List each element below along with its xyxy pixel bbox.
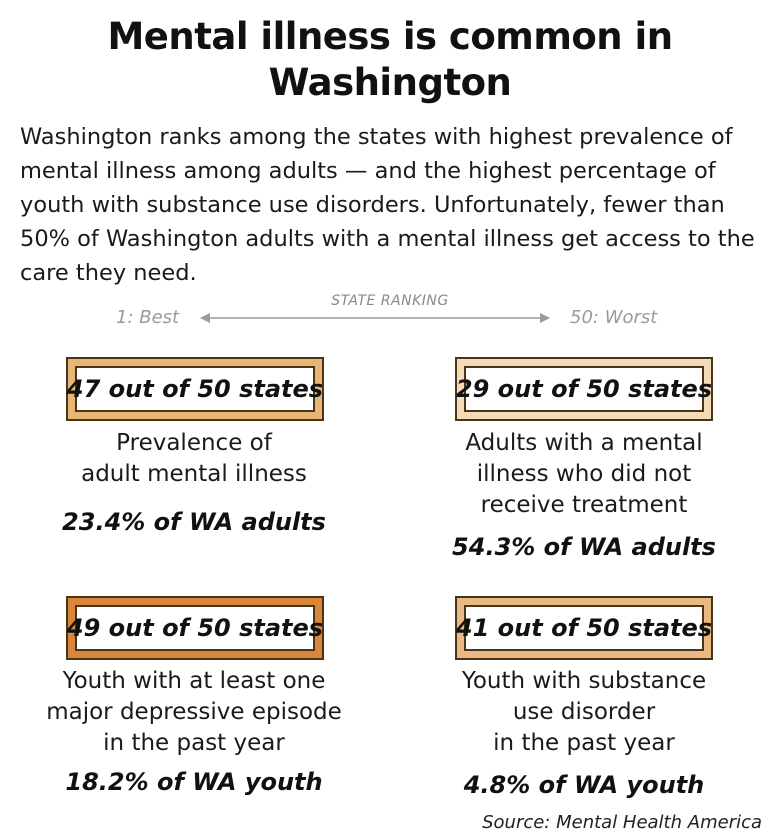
intro-paragraph: Washington ranks among the states with highest prevalence of mental illness among adults — and the highest percentage of youth with substance use disorders. Unfortunately, fewer than 50% of Washington adults with a mental illness get access to the care they need. — [20, 124, 755, 286]
rank-badge-youth-depression — [66, 596, 324, 660]
label-line: major depressive episode — [46, 699, 342, 725]
item-label-youth-depression — [24, 666, 364, 759]
rank-text: 47 out of 50 states — [75, 366, 315, 412]
item-label-youth-substance-use — [414, 666, 754, 759]
label-line: in the past year — [103, 730, 285, 756]
label-line: Youth with substance — [461, 668, 707, 694]
label-line: illness who did not — [476, 461, 692, 487]
label-line: Adults with a mental — [465, 430, 703, 456]
rank-badge-untreated-adults — [455, 357, 713, 421]
item-stat-youth-substance-use: 4.8% of WA youth — [463, 771, 705, 799]
rank-text: 49 out of 50 states — [75, 605, 315, 651]
label-line: use disorder — [512, 699, 656, 725]
label-line: Prevalence of — [116, 430, 272, 456]
rank-badge-adult-mental-illness — [66, 357, 324, 421]
item-stat-youth-depression: 18.2% of WA youth — [65, 768, 323, 796]
scale-caption: STATE RANKING — [331, 293, 449, 309]
label-line: adult mental illness — [81, 461, 307, 487]
scale-worst-label: 50: Worst — [570, 307, 658, 328]
item-stat-untreated-adults: 54.3% of WA adults — [452, 533, 716, 561]
label-line: in the past year — [493, 730, 675, 756]
label-line: Youth with at least one — [62, 668, 326, 694]
scale-best-label: 1: Best — [116, 307, 180, 328]
rank-text: 41 out of 50 states — [464, 605, 704, 651]
item-stat-adult-mental-illness: 23.4% of WA adults — [62, 508, 326, 536]
item-label-untreated-adults — [414, 428, 754, 521]
scale-double-arrow-icon — [200, 310, 550, 326]
rank-badge-youth-substance-use — [455, 596, 713, 660]
label-line: receive treatment — [480, 492, 688, 518]
chart-title: Mental illness is common in Washington — [107, 15, 673, 104]
item-label-adult-mental-illness — [24, 428, 364, 490]
rank-text: 29 out of 50 states — [464, 366, 704, 412]
source-note: Source: Mental Health America — [482, 812, 762, 833]
